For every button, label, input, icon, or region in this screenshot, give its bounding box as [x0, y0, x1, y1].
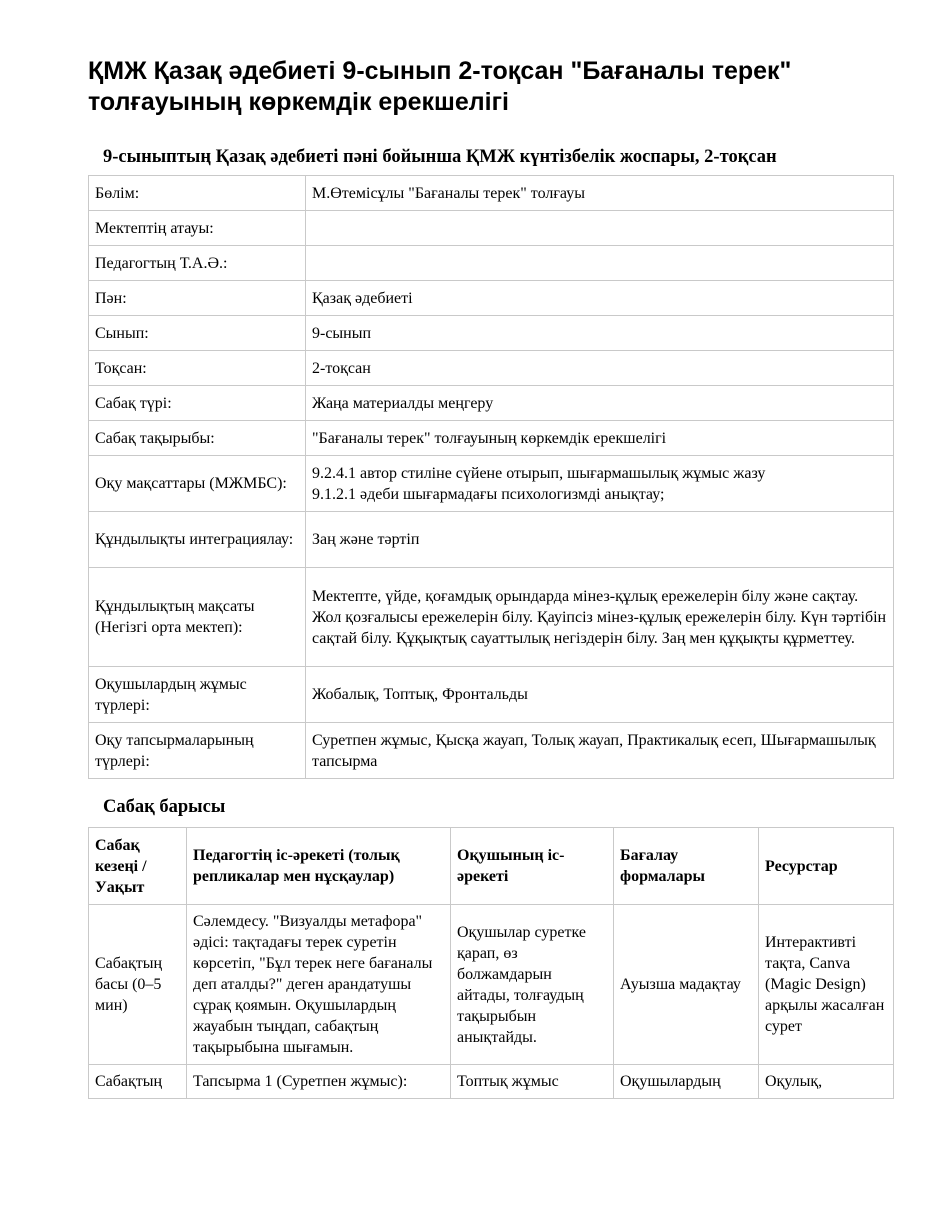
column-header: Бағалау формалары [614, 828, 759, 905]
info-value: Қазақ әдебиеті [306, 281, 894, 316]
table-row [89, 386, 894, 421]
table-cell: Оқулық, [759, 1065, 894, 1099]
table-cell: Тапсырма 1 (Суретпен жұмыс): [187, 1065, 451, 1099]
table-header-row [89, 828, 894, 905]
info-value [306, 211, 894, 246]
info-key: Мектептің атауы: [89, 211, 306, 246]
column-header: Оқушының іс-әрекеті [451, 828, 614, 905]
info-value: Заң және тәртіп [306, 512, 894, 568]
info-key: Оқу мақсаттары (МЖМБС): [89, 456, 306, 512]
table-cell: Оқушылар суретке қарап, өз болжамдарын айтады, толғаудың тақырыбын анықтайды. [451, 905, 614, 1065]
info-key: Бөлім: [89, 176, 306, 211]
info-value: Мектепте, үйде, қоғамдық орындарда мінез-құлық ережелерін білу және сақтау. Жол қозғалысы ережелерін білу. Қауіпсіз мінез-құлық ережелерін білу. Күн тәртібін сақтай білу. Құқықтық сауаттылық негіздерін білу. Заң мен құқықты құрметтеу. [306, 568, 894, 667]
table-row [89, 421, 894, 456]
lesson-heading: Сабақ барысы [103, 797, 226, 817]
info-value [306, 246, 894, 281]
table-row [89, 512, 894, 568]
info-value: Жобалық, Топтық, Фронтальды [306, 667, 894, 723]
table-row [89, 351, 894, 386]
column-header: Ресурстар [759, 828, 894, 905]
info-key: Сынып: [89, 316, 306, 351]
table-cell: Топтық жұмыс [451, 1065, 614, 1099]
table-row [89, 456, 894, 512]
info-key: Педагогтың Т.А.Ә.: [89, 246, 306, 281]
page-title: ҚМЖ Қазақ әдебиеті 9-сынып 2-тоқсан "Бағаналы терек" толғауының көркемдік ерекшелігі [88, 57, 792, 116]
info-key: Оқушылардың жұмыс түрлері: [89, 667, 306, 723]
table-row [89, 723, 894, 779]
info-key: Құндылықтың мақсаты (Негізгі орта мектеп): [89, 568, 306, 667]
table-row [89, 176, 894, 211]
table-cell: Ауызша мадақтау [614, 905, 759, 1065]
info-key: Оқу тапсырмаларының түрлері: [89, 723, 306, 779]
info-key: Пән: [89, 281, 306, 316]
table-row [89, 905, 894, 1065]
info-key: Тоқсан: [89, 351, 306, 386]
objective-line: 9.2.4.1 автор стиліне сүйене отырып, шығармашылық жұмыс жазу [312, 464, 766, 482]
info-value [306, 456, 894, 512]
document-page [88, 56, 893, 1099]
column-header: Сабақ кезеңі / Уақыт [89, 828, 187, 905]
table-row [89, 246, 894, 281]
objective-line: 9.1.2.1 әдеби шығармадағы психологизмді анықтау; [312, 485, 665, 503]
table-row [89, 667, 894, 723]
info-key: Сабақ түрі: [89, 386, 306, 421]
info-value: Жаңа материалды меңгеру [306, 386, 894, 421]
lesson-info-table [88, 175, 894, 779]
column-header: Педагогтің іс-әрекеті (толық репликалар мен нұсқаулар) [187, 828, 451, 905]
table-row [89, 316, 894, 351]
info-value: М.Өтемісұлы "Бағаналы терек" толғауы [306, 176, 894, 211]
table-cell: Сабақтың [89, 1065, 187, 1099]
info-value: Суретпен жұмыс, Қысқа жауап, Толық жауап, Практикалық есеп, Шығармашылық тапсырма [306, 723, 894, 779]
info-key: Құндылықты интеграциялау: [89, 512, 306, 568]
info-value: 2-тоқсан [306, 351, 894, 386]
table-cell: Сәлемдесу. "Визуалды метафора" әдісі: тақтадағы терек суретін көрсетіп, "Бұл терек неге бағаналы деп аталды?" деген арандатушы сұрақ қоямын. Оқушылардың жауабын тыңдап, сабақтың тақырыбына шығамын. [187, 905, 451, 1065]
info-value: "Бағаналы терек" толғауының көркемдік ерекшелігі [306, 421, 894, 456]
plan-heading: 9-сыныптың Қазақ әдебиеті пәні бойынша ҚМЖ күнтізбелік жоспары, 2-тоқсан [103, 147, 777, 167]
table-cell: Оқушылардың [614, 1065, 759, 1099]
info-value: 9-сынып [306, 316, 894, 351]
table-row [89, 1065, 894, 1099]
table-row [89, 568, 894, 667]
table-cell: Интерактивті тақта, Canva (Magic Design) арқылы жасалған сурет [759, 905, 894, 1065]
info-key: Сабақ тақырыбы: [89, 421, 306, 456]
table-row [89, 211, 894, 246]
table-row [89, 281, 894, 316]
table-cell: Сабақтың басы (0–5 мин) [89, 905, 187, 1065]
lesson-flow-table [88, 827, 894, 1099]
